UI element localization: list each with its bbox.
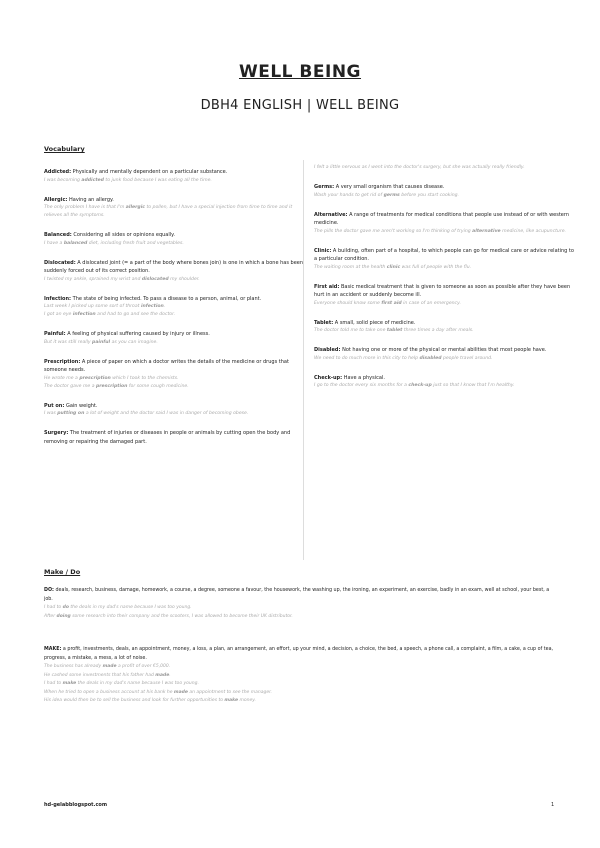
vocab-term: Balanced: — [44, 232, 72, 238]
vocabulary-right-column — [314, 164, 576, 401]
vocab-example — [314, 192, 576, 200]
vocab-definition — [44, 586, 558, 604]
vocab-example — [44, 680, 558, 689]
vocab-example — [314, 300, 576, 308]
example-text: The business has already — [44, 664, 103, 669]
vocab-example — [44, 613, 558, 622]
vocab-example — [44, 339, 306, 347]
example-text: He wrote me a — [44, 375, 80, 381]
vocab-example — [44, 375, 306, 383]
example-text: a lot of weight and the doctor said I was in danger of becoming obese. — [84, 411, 249, 416]
example-keyword: made — [102, 664, 117, 669]
example-keyword: infection — [72, 312, 96, 317]
vocab-term: Germs: — [314, 184, 335, 190]
example-text: as you can imagine. — [110, 339, 158, 345]
example-text: After — [44, 613, 57, 619]
vocab-entry-dislocated — [44, 259, 306, 284]
vocab-definition — [44, 259, 306, 276]
example-text: I was becoming — [44, 177, 82, 183]
example-text: But it was still really — [44, 339, 93, 345]
example-keyword: make — [224, 698, 239, 704]
example-keyword: germs — [383, 192, 400, 198]
example-text: three times a day after meals. — [402, 328, 474, 333]
example-keyword: painful — [92, 339, 111, 345]
vocab-definition — [314, 211, 576, 228]
example-text: and had to go and see the doctor. — [95, 312, 176, 317]
vocab-definition-text: Not having one or more of the physical or mental abilities that most people have. — [340, 347, 547, 353]
vocab-definition — [314, 183, 576, 192]
vocab-definition-text: Having an allergy. — [67, 196, 114, 203]
vocab-entry-surgery-continued — [314, 164, 576, 172]
example-keyword: balanced — [63, 240, 88, 246]
example-text: money. — [238, 698, 256, 704]
vocab-definition-text: deals, research, business, damage, homework, a course, a degree, someone a favour, the housework, the washing up, the ironing, an experiment, an exercise, badly in an exam, well at school, your best, a job. — [44, 588, 550, 602]
example-text: some research into their company and the scooters, I was allowed to become their UK distributor. — [70, 613, 293, 619]
example-text: my shoulder. — [168, 276, 200, 282]
example-text: I have a — [44, 240, 64, 246]
example-keyword: infection — [140, 304, 164, 309]
vocab-entry-infection — [44, 295, 306, 320]
vocab-term: Put on: — [44, 402, 65, 409]
example-text: Last week I picked up some sort of throat — [44, 304, 141, 309]
vocab-example — [44, 604, 558, 613]
example-keyword: made — [173, 689, 188, 695]
footer-site: hd-gelabblogspot.com — [44, 802, 108, 808]
page-subtitle: DBH4 ENGLISH | WELL BEING — [200, 98, 400, 113]
vocab-definition-text: A very small organism that causes disease. — [334, 184, 445, 190]
example-text: Everyone should know some — [314, 300, 382, 306]
vocab-definition-text: The treatment of injuries or diseases in people or animals by cutting open the body and removing or repairing the damaged part. — [44, 430, 291, 445]
vocab-entry-painful — [44, 330, 306, 347]
vocab-example — [44, 697, 558, 706]
vocab-term: Infection: — [44, 295, 72, 302]
example-keyword: dislocated — [141, 276, 169, 282]
vocab-entry-surgery — [44, 429, 306, 446]
vocab-definition-text: A piece of paper on which a doctor writes the details of the medicine or drugs that someone needs. — [44, 358, 289, 373]
example-text: medicine, like acupuncture. — [500, 228, 567, 234]
example-keyword: first aid — [381, 300, 402, 306]
vocab-example — [314, 228, 576, 236]
example-text: His idea would then be to sell the business and look for further opportunities to — [44, 698, 225, 704]
vocab-entry-germs — [314, 183, 576, 200]
vocab-definition-text: A building, often part of a hospital, to which people can go for medical care or advice relating to a particular condition. — [314, 247, 574, 262]
vocab-definition-text: A small, solid piece of medicine. — [333, 319, 416, 326]
vocabulary-heading: Vocabulary — [44, 145, 85, 153]
example-text: for some cough medicine. — [127, 383, 189, 389]
vocab-entry-first-aid — [314, 283, 576, 308]
vocab-term: Clinic: — [314, 247, 332, 254]
vocab-entry-check-up — [314, 374, 576, 391]
vocab-example — [44, 303, 306, 311]
example-keyword: doing — [56, 613, 71, 619]
example-keyword: clinic — [386, 264, 401, 270]
vocab-definition — [314, 283, 576, 300]
vocab-entry-clinic — [314, 247, 576, 272]
vocab-entry-disabled — [314, 346, 576, 363]
example-text: diet, including fresh fruit and vegetables. — [87, 240, 184, 246]
vocab-term: Prescription: — [44, 358, 81, 365]
example-text: . — [169, 672, 171, 678]
vocab-definition-text: Gain weight. — [64, 402, 98, 409]
vocab-definition-text: a profit, investments, deals, an appointment, money, a loss, a plan, an arrangement, an effort, up your mind, a decision, a choice, the bed, a speech, a phone call, a complaint, a film, a cake, a cup of tea, progress, a mistake, a mess, a lot of noise. — [44, 647, 554, 661]
example-text: I was — [44, 411, 58, 416]
example-text: I got an eye — [44, 312, 73, 317]
vocab-term: Tablet: — [314, 319, 334, 326]
vocab-example — [44, 204, 306, 220]
example-keyword: prescription — [96, 383, 128, 389]
vocab-definition — [44, 295, 306, 304]
vocab-entry-tablet — [314, 319, 576, 336]
vocab-definition — [44, 330, 306, 339]
example-text: The only problem I have is that I'm — [44, 205, 126, 210]
vocab-definition — [44, 645, 558, 663]
vocab-example — [314, 264, 576, 272]
example-text: to pollen, but I have a special injection from time to time and it relieves all the symptoms. — [44, 205, 293, 218]
footer-page-number: 1 — [551, 802, 555, 808]
vocab-term: Surgery: — [44, 430, 69, 436]
example-text: the deals in my dad's name because I was too young. — [76, 681, 199, 687]
example-text: The pills the doctor gave me aren't working so I'm thinking of trying — [314, 228, 473, 234]
example-text: in case of an emergency. — [401, 300, 461, 306]
vocab-entry-alternative — [314, 211, 576, 236]
vocab-entry-prescription — [44, 358, 306, 391]
example-keyword: tablet — [386, 328, 403, 333]
example-keyword: prescription — [79, 375, 111, 381]
vocab-example — [44, 177, 306, 185]
example-keyword: alternative — [472, 228, 501, 234]
example-keyword: check-up — [408, 383, 432, 388]
vocab-definition-text: Have a physical. — [342, 374, 385, 381]
vocab-definition — [44, 402, 306, 411]
vocab-example — [44, 276, 306, 284]
example-text: The doctor gave me a — [44, 383, 96, 389]
example-text: . — [163, 304, 166, 309]
example-text: The doctor told me to take one — [314, 328, 387, 333]
vocab-entry-make — [44, 645, 558, 706]
vocab-term: Painful: — [44, 331, 66, 337]
vocab-example: I felt a little nervous as I went into the doctor's surgery, but she was actually really friendly. — [314, 165, 525, 170]
vocab-definition-text: A feeling of physical suffering caused by injury or illness. — [65, 331, 210, 337]
vocab-example — [314, 382, 576, 390]
vocab-term: First aid: — [314, 283, 340, 290]
vocab-definition — [314, 346, 576, 355]
vocab-example — [314, 327, 576, 335]
vocab-definition — [44, 196, 306, 205]
example-text: the deals in my dad's name because I was too young. — [68, 605, 192, 610]
example-text: before you start cooking. — [399, 192, 460, 198]
example-text: people travel around. — [441, 355, 493, 361]
vocab-term: Disabled: — [314, 347, 341, 353]
vocab-definition-text: The state of being infected. To pass a disease to a person, animal, or plant. — [71, 295, 262, 302]
example-text: which I took to the chemists. — [110, 375, 179, 381]
vocab-definition — [44, 429, 306, 446]
example-keyword: addicted — [81, 177, 104, 183]
example-keyword: allergic — [125, 205, 145, 210]
vocab-term: MAKE: — [44, 647, 62, 652]
vocab-entry-addicted — [44, 168, 306, 185]
vocabulary-left-column — [44, 168, 306, 457]
vocab-definition — [44, 231, 306, 240]
vocab-definition-text: Physically and mentally dependent on a particular substance. — [71, 169, 228, 175]
example-keyword: made — [155, 672, 170, 678]
example-text: Wash your hands to get rid of — [314, 192, 384, 198]
example-text: was full of people with the flu. — [400, 264, 472, 270]
vocab-definition-text: Considering all sides or opinions equally. — [71, 232, 175, 238]
example-keyword: make — [62, 681, 77, 687]
vocab-term: Dislocated: — [44, 259, 76, 266]
example-text: an appointment to see the manager. — [187, 689, 272, 695]
example-text: to junk food because I was eating all the time. — [103, 177, 212, 183]
vocab-term: Addicted: — [44, 169, 72, 175]
example-keyword: do — [62, 605, 69, 610]
vocab-definition-text: A dislocated joint (= a part of the body where bones join) is one in which a bone has been suddenly forced out of its correct position. — [44, 259, 304, 274]
example-text: I go to the doctor every six months for a — [314, 383, 409, 388]
vocab-entry-balanced — [44, 231, 306, 248]
vocab-definition — [314, 319, 576, 328]
vocab-definition — [314, 247, 576, 264]
vocab-definition — [44, 358, 306, 375]
vocab-example — [314, 355, 576, 363]
example-text: I twisted my ankle, sprained my wrist and — [44, 276, 142, 282]
vocab-term: Check-up: — [314, 374, 343, 381]
page-title: WELL BEING — [238, 62, 362, 82]
vocab-definition-text: Basic medical treatment that is given to someone as soon as possible after they have been hurt in an accident or suddenly become ill. — [314, 283, 571, 298]
vocab-entry-allergic — [44, 196, 306, 221]
vocab-term: Allergic: — [44, 196, 68, 203]
example-text: We need to do much more in this city to help — [314, 355, 420, 361]
do-block — [44, 586, 558, 632]
vocab-definition — [314, 374, 576, 383]
example-keyword: disabled — [419, 355, 442, 361]
vocab-definition-text: A range of treatments for medical conditions that people use instead of or with western medicine. — [314, 211, 570, 226]
example-text: I had to — [44, 605, 63, 610]
vocab-example — [44, 689, 558, 698]
example-keyword: putting on — [57, 411, 85, 416]
vocab-example — [44, 672, 558, 681]
vocab-term: DO: — [44, 588, 54, 593]
make-block — [44, 645, 558, 717]
vocab-definition — [44, 168, 306, 177]
example-text: I had to — [44, 681, 63, 687]
vocab-entry-do — [44, 586, 558, 621]
example-text: When he tried to open a business account at his bank he — [44, 689, 174, 695]
example-text: a profit of over €5,000. — [116, 664, 171, 669]
example-text: just so that I know that I'm healthy. — [431, 383, 515, 388]
vocab-term: Alternative: — [314, 211, 348, 218]
example-text: The waiting room at the health — [314, 264, 387, 270]
example-text: He cashed some investments that his father had — [44, 672, 156, 678]
vocab-entry-put-on — [44, 402, 306, 419]
vocab-example — [44, 311, 306, 319]
make-do-heading: Make / Do — [44, 568, 81, 576]
vocab-example — [44, 663, 558, 672]
vocab-example — [44, 383, 306, 391]
vocab-example — [44, 240, 306, 248]
vocab-example — [44, 410, 306, 418]
